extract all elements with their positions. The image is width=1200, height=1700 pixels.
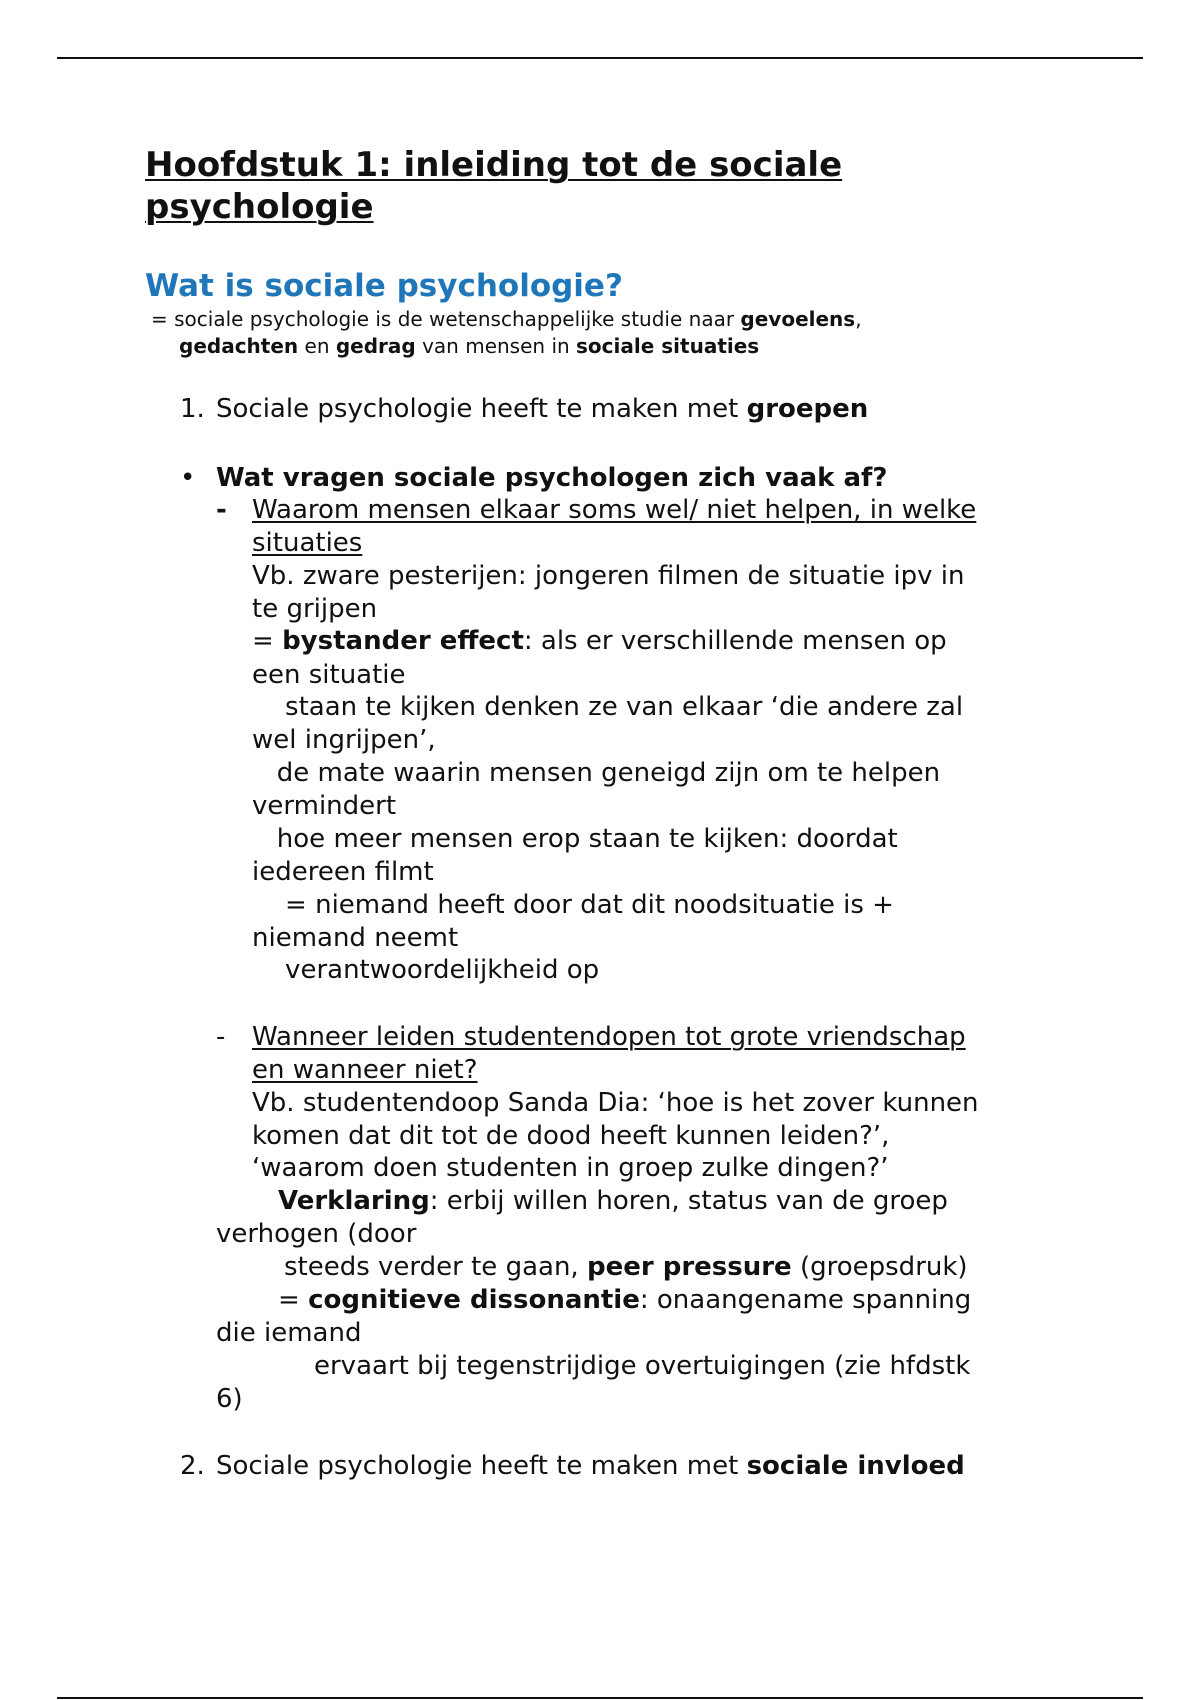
dash-icon-2: - (216, 1022, 226, 1052)
peer-pressure-line: steeds verder te gaan, peer pressure (groepsdruk) (284, 1252, 968, 1282)
sub1-continuation: de mate waarin mensen geneigd zijn om te helpen (252, 758, 941, 788)
section-heading: Wat is sociale psychologie? (145, 268, 623, 304)
sub1-heading-line-2: situaties (252, 528, 363, 558)
bullet-icon: • (180, 463, 196, 493)
sub1-continuation: niemand neemt (252, 923, 459, 953)
ervaart-continuation: 6) (216, 1384, 243, 1414)
list-item-1: Sociale psychologie heeft te maken met groepen (216, 394, 869, 424)
page-title-line-2: psychologie (145, 187, 374, 227)
list-item-2: Sociale psychologie heeft te maken met sociale invloed (216, 1451, 965, 1481)
sub1-continuation: hoe meer mensen erop staan te kijken: doordat (252, 824, 898, 854)
bullet-question: Wat vragen sociale psychologen zich vaak af? (216, 463, 888, 493)
definition-line-2: gedachten en gedrag van mensen in sociale situaties (179, 334, 760, 358)
bystander-effect-line: = bystander effect: als er verschillende mensen op (252, 626, 947, 656)
sub2-line: ‘waarom doen studenten in groep zulke dingen?’ (252, 1153, 889, 1183)
cognitive-dissonance-line: = cognitieve dissonantie: onaangename spanning (278, 1285, 972, 1315)
sub1-continuation: staan te kijken denken ze van elkaar ‘die andere zal (252, 692, 964, 722)
sub2-line: komen dat dit tot de dood heeft kunnen leiden?’, (252, 1121, 890, 1151)
sub1-continuation: vermindert (252, 791, 397, 821)
list-number-1: 1. (180, 394, 205, 424)
definition-line-1: = sociale psychologie is de wetenschappelijke studie naar gevoelens, (151, 307, 862, 331)
sub2-heading-line-2: en wanneer niet? (252, 1055, 478, 1085)
sub1-continuation: een situatie (252, 660, 406, 690)
dash-icon-1: - (216, 495, 227, 525)
verklaring-continuation: verhogen (door (216, 1219, 417, 1249)
sub1-continuation: verantwoordelijkheid op (252, 955, 600, 985)
sub1-line: te grijpen (252, 594, 378, 624)
sub1-continuation: wel ingrijpen’, (252, 725, 436, 755)
sub1-heading-line-1: Waarom mensen elkaar soms wel/ niet helpen, in welke (252, 495, 977, 525)
list-number-2: 2. (180, 1451, 205, 1481)
sub1-continuation: iedereen filmt (252, 857, 434, 887)
sub1-continuation: = niemand heeft door dat dit noodsituatie is + (252, 890, 894, 920)
verklaring-line: Verklaring: erbij willen horen, status van de groep (278, 1186, 948, 1216)
cognitive-dissonance-continuation: die iemand (216, 1318, 362, 1348)
footer-rule (57, 1697, 1143, 1699)
sub1-line: Vb. zware pesterijen: jongeren filmen de situatie ipv in (252, 561, 965, 591)
sub2-line: Vb. studentendoop Sanda Dia: ‘hoe is het zover kunnen (252, 1088, 979, 1118)
ervaart-line: ervaart bij tegenstrijdige overtuigingen (zie hfdstk (314, 1351, 971, 1381)
header-rule (57, 57, 1143, 59)
page-title-line-1: Hoofdstuk 1: inleiding tot de sociale (145, 145, 843, 185)
sub2-heading-line-1: Wanneer leiden studentendopen tot grote vriendschap (252, 1022, 966, 1052)
